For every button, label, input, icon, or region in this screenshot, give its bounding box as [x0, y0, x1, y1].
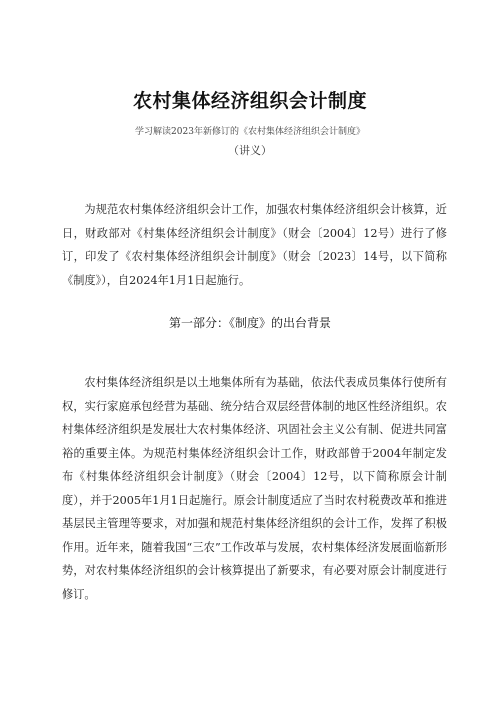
- intro-paragraph: 为规范农村集体经济组织会计工作，加强农村集体经济组织会计核算，近日，财政部对《村集体经济组织会计制度》（财会〔2004〕12号）进行了修订，印发了《农村集体经济组织会计制度》（财会〔2023〕14号，以下简称《制度》），自2024年1月1日起施行。: [62, 203, 447, 287]
- lecture-label: （讲义）: [228, 144, 272, 157]
- document-title: 农村集体经济组织会计制度: [132, 90, 367, 112]
- section-heading: 第一部分：《制度》的出台背景: [168, 316, 331, 330]
- document-subtitle: 学习解读2023年新修订的《农村集体经济组织会计制度》: [135, 127, 365, 137]
- background-paragraph: 农村集体经济组织是以土地集体所有为基础，依法代表成员集体行使所有权，实行家庭承包经营为基础、统分结合双层经营体制的地区性经济组织。农村集体经济组织是发展壮大农村集体经济、巩固社会主义公有制、促进共同富裕的重要主体。为规范村集体经济组织会计工作，财政部曾于2004年制定发布《村集体经济组织会计制度》（财会〔2004〕12号，以下简称原会计制度），并于2005年1月1日起施行。原会计制度适应了当时农村税费改革和推进基层民主管理等要求，对加强和规范村集体经济组织的会计工作，发挥了积极作用。近年来，随着我国“三农”工作改革与发展，农村集体经济发展面临新形势，对农村集体经济组织的会计核算提出了新要求，有必要对原会计制度进行修订。: [62, 376, 447, 601]
